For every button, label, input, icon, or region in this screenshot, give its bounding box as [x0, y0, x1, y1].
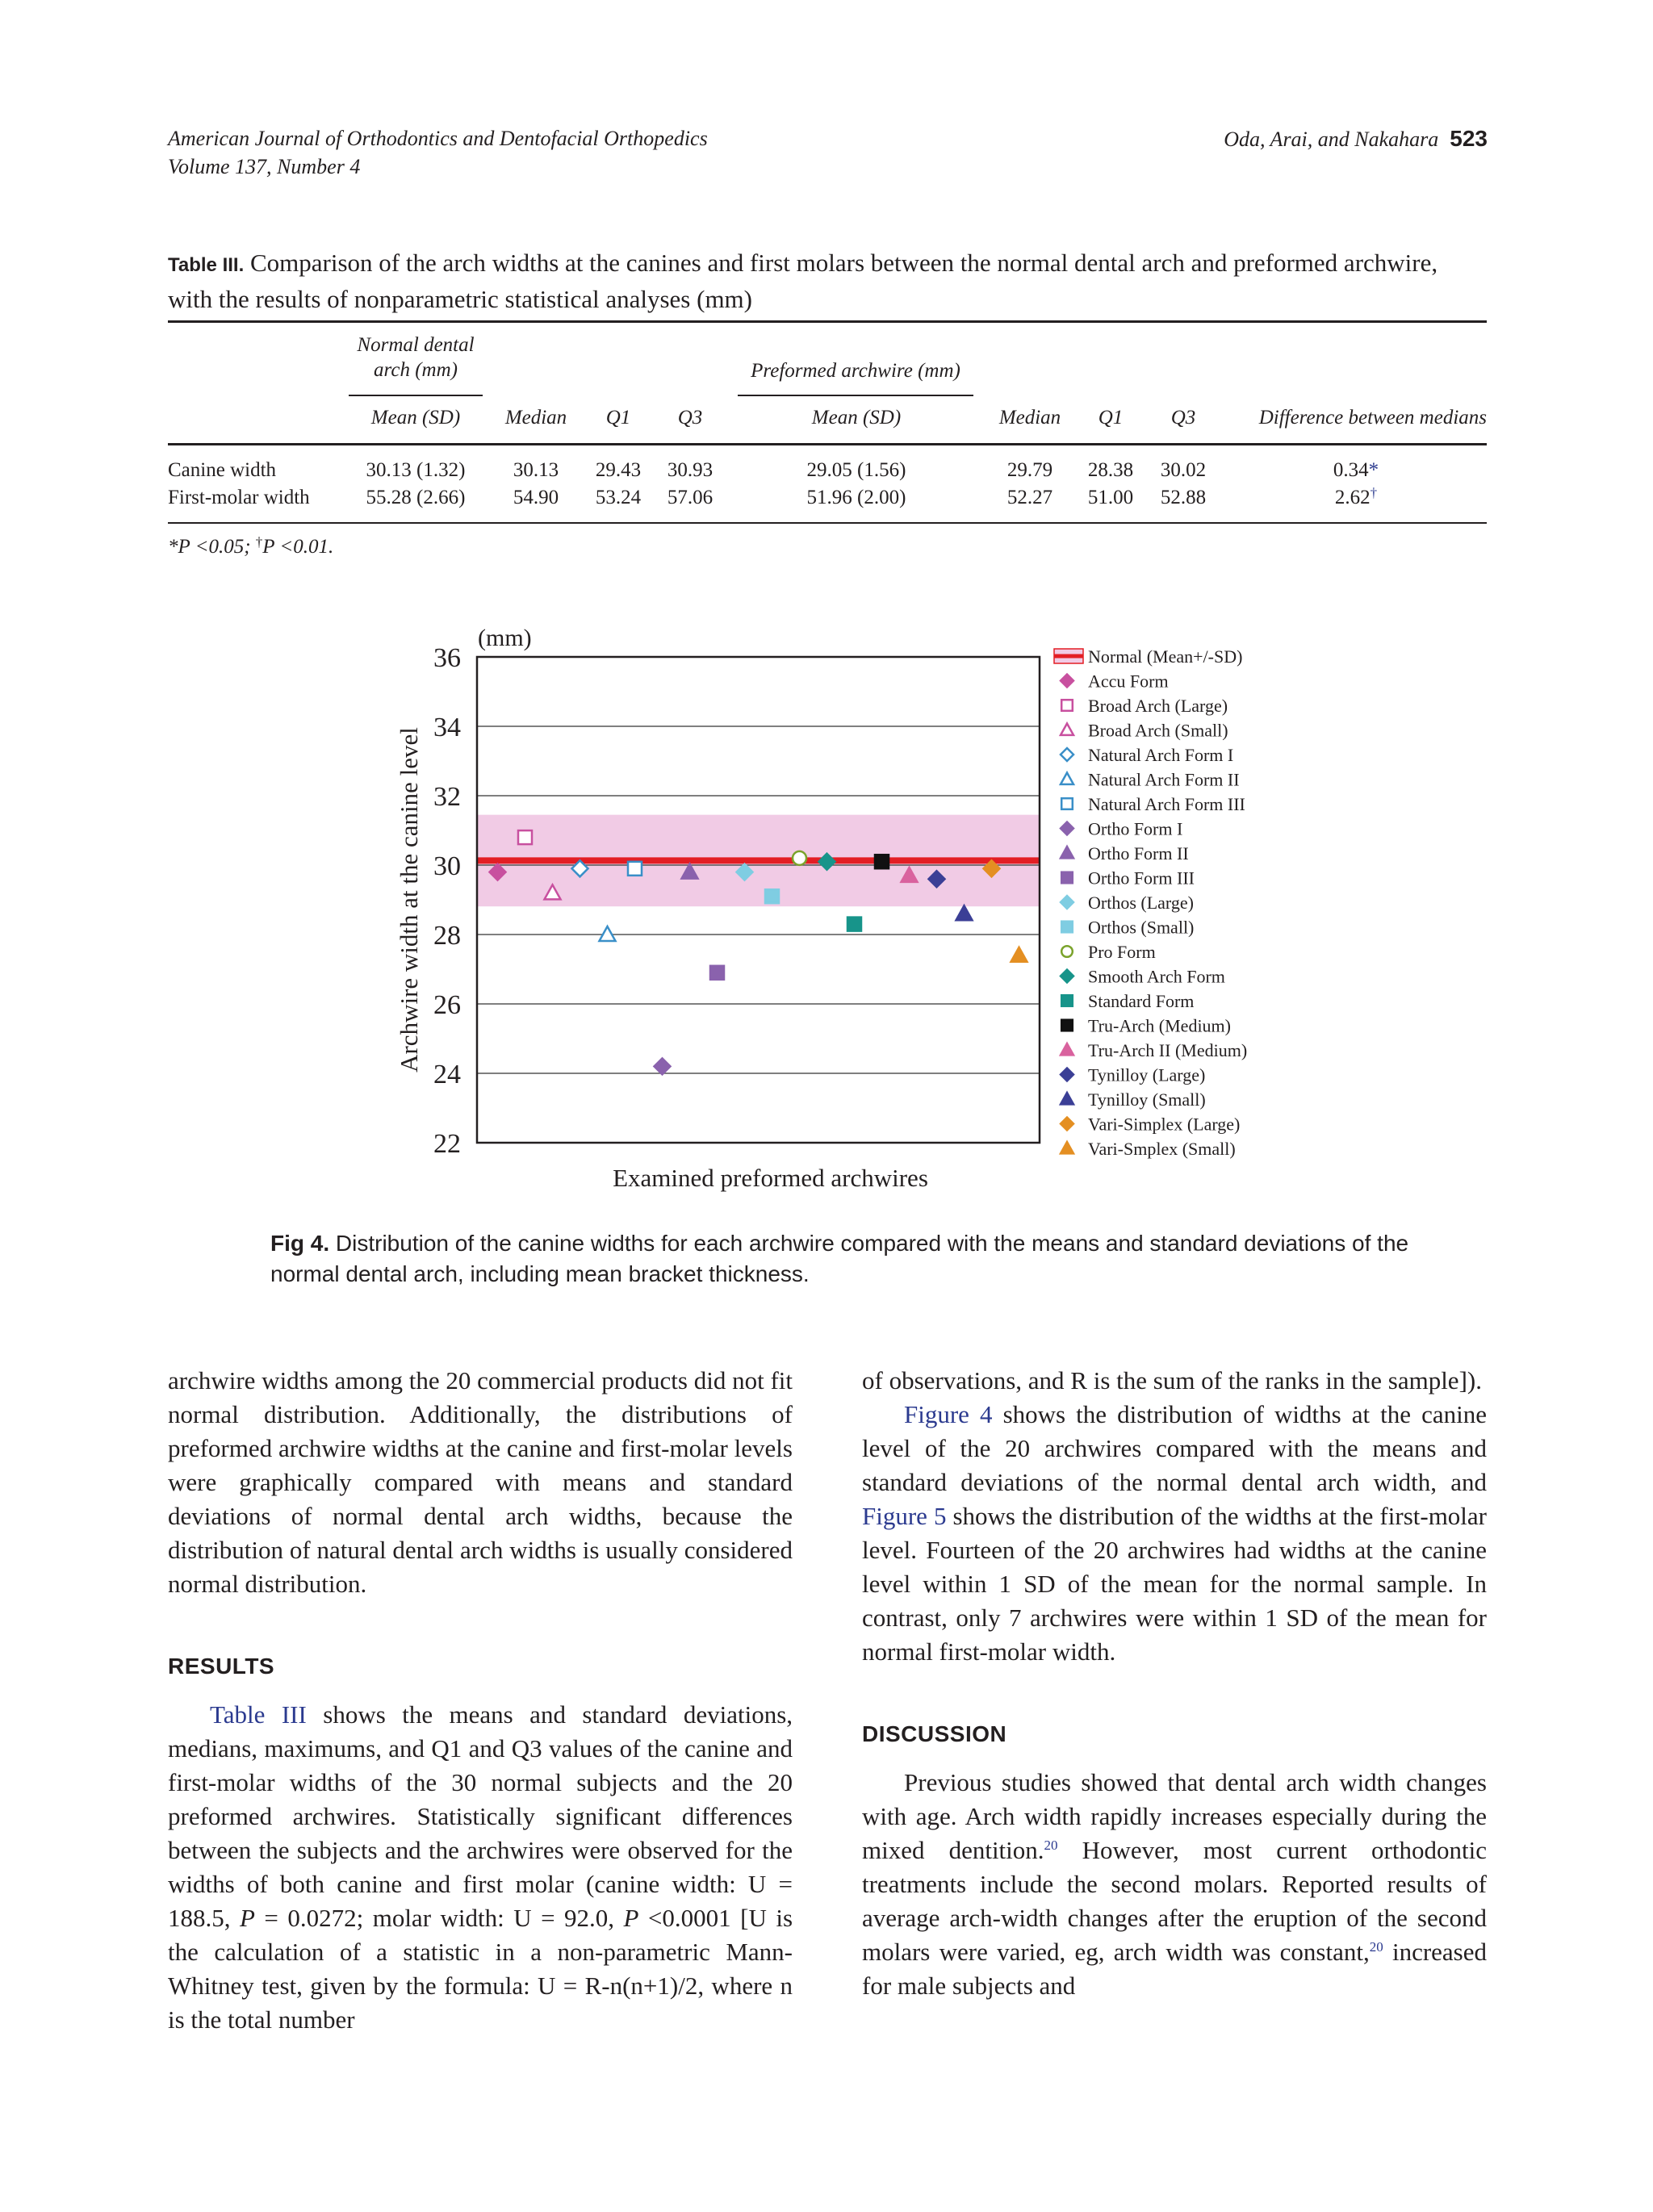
legend-marker	[1061, 946, 1073, 957]
reference-link[interactable]: 20	[1044, 1838, 1058, 1853]
data-point	[518, 830, 532, 844]
authors: Oda, Arai, and Nakahara	[1224, 128, 1439, 151]
reference-link[interactable]: 20	[1369, 1939, 1383, 1955]
legend-label: Tynilloy (Small)	[1088, 1089, 1206, 1110]
data-point	[847, 918, 861, 931]
table-cell: 29.79	[1006, 459, 1053, 481]
legend-marker	[1061, 1142, 1073, 1153]
col-header: Q1	[605, 407, 631, 429]
data-point	[956, 905, 973, 920]
legend-marker	[1061, 773, 1073, 784]
data-point	[628, 862, 642, 876]
table-cell: 51.00	[1087, 487, 1134, 508]
section-heading-discussion: DISCUSSION	[862, 1721, 1007, 1746]
table-cell: 29.43	[595, 459, 642, 481]
table-label: Table III.	[168, 254, 245, 276]
col-header: Difference between medians	[1258, 407, 1487, 429]
legend-marker	[1061, 995, 1073, 1006]
legend-label: Standard Form	[1088, 991, 1195, 1011]
table-cell: 53.24	[595, 487, 642, 508]
col-header: Q3	[1170, 407, 1196, 429]
legend-marker	[1061, 675, 1073, 688]
unit-label: (mm)	[478, 625, 532, 651]
legend-marker	[1061, 798, 1073, 809]
table-cell: 51.96 (2.00)	[806, 487, 906, 508]
group-preformed-header: Preformed archwire (mm)	[751, 360, 960, 382]
significance-mark: †	[1370, 485, 1378, 500]
col-header: Q3	[677, 407, 703, 429]
y-tick-label: 26	[433, 990, 461, 1020]
table-cell: 52.27	[1006, 487, 1053, 508]
legend-marker	[1061, 922, 1073, 933]
legend-label: Tynilloy (Large)	[1088, 1064, 1206, 1085]
legend-label: Ortho Form II	[1088, 843, 1189, 863]
legend-label: Vari-Smplex (Small)	[1088, 1139, 1236, 1159]
col-header: Median	[998, 407, 1061, 429]
data-point	[600, 926, 616, 941]
legend-marker	[1061, 700, 1073, 711]
figure-5-link[interactable]: Figure 5	[862, 1502, 947, 1530]
journal-name: American Journal of Orthodontics and Dentofacial Orthopedics	[168, 127, 708, 150]
table-cell: 30.13	[513, 459, 559, 481]
legend-marker	[1061, 1043, 1073, 1055]
legend-label: Broad Arch (Small)	[1088, 720, 1228, 741]
figure-label: Fig 4.	[270, 1231, 330, 1256]
table-iii-link[interactable]: Table III	[210, 1700, 307, 1729]
legend-marker	[1061, 1093, 1073, 1104]
legend-marker	[1061, 1118, 1073, 1131]
data-point	[875, 855, 889, 868]
x-axis-label: Examined preformed archwires	[613, 1164, 928, 1192]
legend-label: Natural Arch Form III	[1088, 794, 1245, 814]
figure-caption-text: Distribution of the canine widths for each archwire compared with the means and standard deviations of the normal dental arch, including mean bracket thickness.	[270, 1231, 1409, 1286]
legend-marker	[1061, 724, 1073, 735]
table-cell: 29.05 (1.56)	[806, 459, 906, 481]
significance-mark: *	[1368, 459, 1379, 481]
body-paragraph: Figure 4 shows the distribution of widths at the canine level of the 20 archwires compared with the means and standard deviations of the normal dental arch width, and Figure 5 shows the distribution of the widths at the first-molar level. Fourteen of the 20 archwires had widths at the canine level within 1 SD of the mean for the normal sample. In contrast, only 7 archwires were within 1 SD of the mean for normal first-molar width.	[862, 1400, 1488, 1666]
table-caption-text: Comparison of the arch widths at the canines and first molars between the normal dental arch and preformed archwire, with the results of nonparametric statistical analyses (mm)	[168, 249, 1438, 313]
y-tick-label: 36	[433, 643, 461, 673]
table-cell: 2.62†	[1334, 485, 1378, 508]
y-tick-label: 32	[433, 782, 461, 812]
legend-marker	[1061, 748, 1073, 761]
figure-caption	[270, 1228, 1433, 1290]
legend-label: Broad Arch (Large)	[1088, 696, 1228, 716]
page-number: 523	[1450, 126, 1488, 151]
data-point	[1011, 947, 1027, 962]
legend-label: Tru-Arch II (Medium)	[1088, 1040, 1248, 1060]
body-paragraph: Table III shows the means and standard deviations, medians, maximums, and Q1 and Q3 values of the canine and first-molar widths of the 30 normal subjects and the 20 preformed archwires. Statistically significant differences between the subjects and the archwires were observed for the widths of both canine and first molar (canine width: U = 188.5, P = 0.0272; molar width: U = 92.0, P <0.0001 [U is the calculation of a statistic in a non-parametric Mann-Whitney test, given by the formula: U = R-n(n+1)/2, where n is the total number	[168, 1700, 793, 2034]
legend-label: Natural Arch Form II	[1088, 769, 1240, 790]
table-cell: 30.93	[667, 459, 714, 481]
col-header: Median	[504, 407, 567, 429]
body-column-right	[862, 1364, 1487, 2003]
table-cell: 28.38	[1087, 459, 1134, 481]
table-cell: 57.06	[667, 487, 714, 508]
journal-volume: Volume 137, Number 4	[168, 155, 361, 178]
legend-label: Smooth Arch Form	[1088, 966, 1225, 987]
legend-marker	[1061, 1020, 1073, 1031]
body-paragraph: of observations, and R is the sum of the ranks in the sample]).	[862, 1366, 1482, 1395]
legend-label: Accu Form	[1088, 671, 1169, 692]
legend-label: Orthos (Small)	[1088, 917, 1195, 938]
y-tick-label: 30	[433, 851, 461, 881]
body-column-left	[168, 1364, 793, 2037]
data-point	[765, 889, 779, 903]
row-label: First-molar width	[168, 487, 310, 508]
legend-label: Pro Form	[1088, 942, 1156, 962]
col-header: Mean (SD)	[811, 407, 902, 429]
group-normal-header: Normal dental arch (mm)	[357, 334, 475, 381]
body-paragraph: archwire widths among the 20 commercial products did not fit normal distribution. Additionally, the distributions of preformed archwire widths at the canine and first-molar levels were graphically compared with means and standard deviations of normal dental arch widths, because the distribution of natural dental arch widths is usually considered normal distribution.	[168, 1366, 793, 1598]
data-point	[710, 966, 724, 980]
col-header: Q1	[1098, 407, 1124, 429]
table-cell: 55.28 (2.66)	[366, 487, 466, 508]
legend-label: Ortho Form I	[1088, 818, 1183, 839]
table-cell: 54.90	[513, 487, 559, 508]
table-cell: 30.02	[1160, 459, 1207, 481]
table-footnote: *P <0.05; †P <0.01.	[168, 534, 334, 558]
y-tick-label: 34	[433, 713, 461, 742]
legend-marker	[1061, 1068, 1073, 1081]
table-cell: 0.34*	[1333, 459, 1379, 481]
legend-label: Tru-Arch (Medium)	[1088, 1015, 1231, 1036]
table-cell: 30.13 (1.32)	[366, 459, 466, 481]
legend-label: Normal (Mean+/-SD)	[1088, 646, 1243, 667]
col-header: Mean (SD)	[370, 407, 461, 429]
legend-marker	[1061, 896, 1073, 909]
row-label: Canine width	[168, 459, 277, 481]
body-paragraph: Previous studies showed that dental arch width changes with age. Arch width rapidly increases especially during the mixed dentition.$^{20}$ However, most current orthodontic treatments include the second molars. Reported results of average arch-width changes after the eruption of the second molars were varied, eg, arch width was constant,$^{20}$ increased for male subjects and	[862, 1768, 1487, 2000]
y-tick-label: 22	[433, 1129, 461, 1159]
figure-4-link[interactable]: Figure 4	[904, 1400, 993, 1428]
legend-label: Vari-Simplex (Large)	[1088, 1114, 1241, 1135]
data-point	[655, 1058, 671, 1074]
data-point	[793, 851, 806, 865]
section-heading-results: RESULTS	[168, 1654, 275, 1679]
y-axis-label: Archwire width at the canine level	[395, 727, 423, 1073]
y-tick-label: 24	[433, 1060, 461, 1089]
legend-marker	[1061, 970, 1073, 983]
legend-label: Natural Arch Form I	[1088, 745, 1234, 765]
legend-marker	[1061, 872, 1073, 884]
legend-marker	[1061, 822, 1073, 835]
y-tick-label: 28	[433, 921, 461, 951]
legend-label: Ortho Form III	[1088, 868, 1195, 889]
table-cell: 52.88	[1160, 487, 1207, 508]
legend-label: Orthos (Large)	[1088, 893, 1194, 913]
legend-marker	[1061, 847, 1073, 858]
